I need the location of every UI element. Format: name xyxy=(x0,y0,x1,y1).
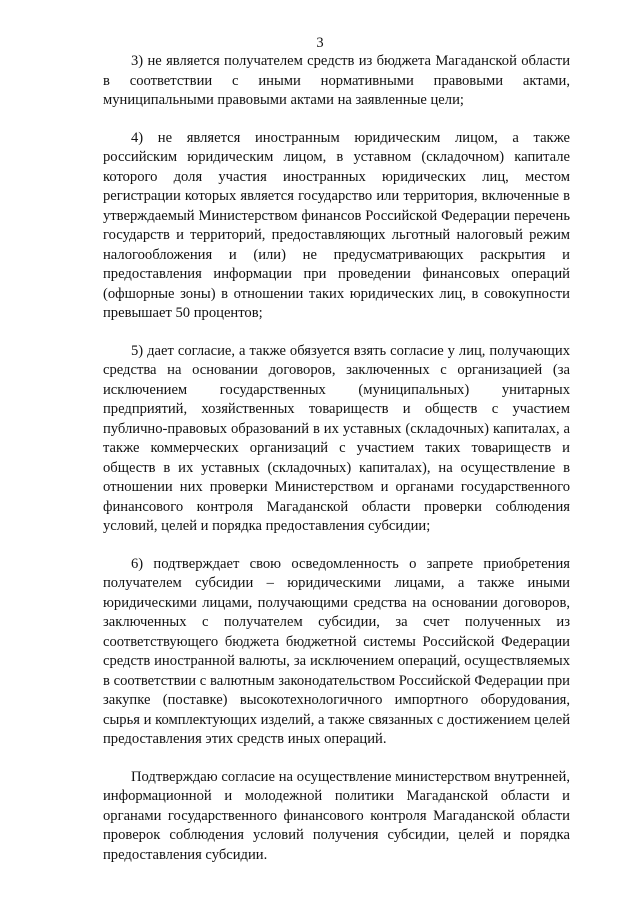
paragraph-item-6: 6) подтверждает свою осведомленность о запрете приобретения получателем субсидии – юридическими лицами, а также иными юридическими лицами, получающими средства на основании договоров, заключенных с получателем субсидии, за счет полученных из соответствующего бюджета бюджетной системы Российской Федерации средств иностранной валюты, за исключением операций, осуществляемых в соответствии с валютным законодательством Российской Федерации при закупке (поставке) высокотехнологичного импортного оборудования, сырья и комплектующих изделий, а также связанных с достижением целей предоставления этих средств иных операций. xyxy=(103,555,570,747)
paragraph-item-3: 3) не является получателем средств из бюджета Магаданской области в соответствии с иными нормативными правовыми актами, муниципальными правовыми актами на заявленные цели; xyxy=(103,53,570,108)
paragraph-item-4: 4) не является иностранным юридическим лицом, а также российским юридическим лицом, в уставном (складочном) капитале которого доля участия иностранных юридических лиц, местом регистрации которых является государство или территория, включенные в утверждаемый Министерством финансов Российской Федерации перечень государств и территорий, предоставляющих льготный налоговый режим налогообложения и (или) не предусматривающих раскрытия и предоставления информации при проведении финансовых операций (офшорные зоны) в отношении таких юридических лиц, в совокупности превышает 50 процентов; xyxy=(103,129,570,321)
document-body xyxy=(103,52,570,865)
paragraph-item-5: 5) дает согласие, а также обязуется взять согласие у лиц, получающих средства на основании договоров, заключенных с организацией (за исключением государственных (муниципальных) унитарных предприятий, хозяйственных товариществ и обществ с участием публично-правовых образований в их уставных (складочных) капиталах, а также коммерческих организаций с участием таких товариществ и обществ в их уставных (складочных) капиталах), на осуществление в отношении них проверки Министерством и органами государственного финансового контроля Магаданской области проверки соблюдения условий, целей и порядка предоставления субсидии; xyxy=(103,342,570,534)
consent-paragraph: Подтверждаю согласие на осуществление министерством внутренней, информационной и молодежной политики Магаданской области и органами государственного финансового контроля Магаданской области проверок соблюдения условий получения субсидии, целей и порядка предоставления субсидии. xyxy=(103,768,570,863)
page-number: 3 xyxy=(316,35,324,51)
